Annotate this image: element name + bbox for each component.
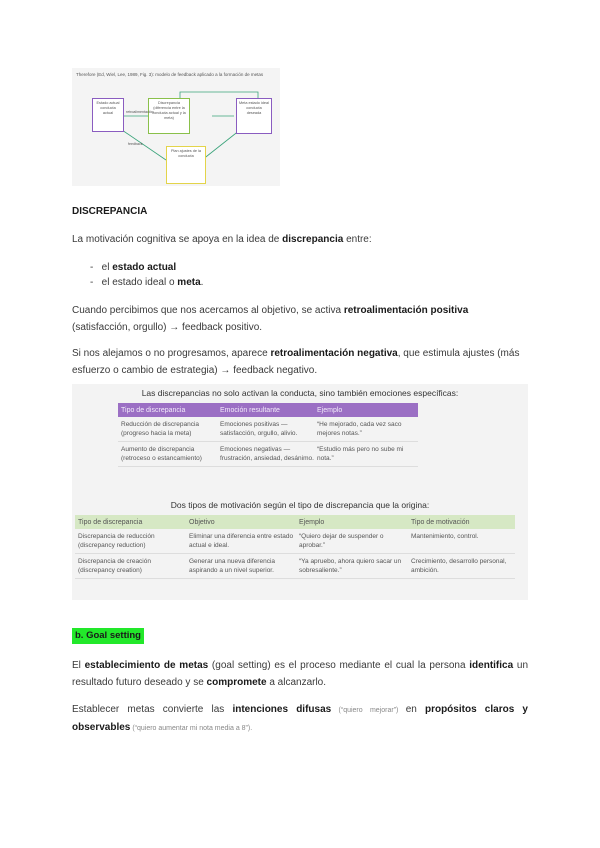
table-cell: Emociones positivas — satisfacción, orgullo, alivio. <box>220 421 298 437</box>
diagram-box-plan: Plan ajustes de la conducta <box>166 146 206 184</box>
table-row <box>118 442 418 467</box>
table-row <box>118 417 418 442</box>
paragraph: La motivación cognitiva se apoya en la idea de discrepancia entre: <box>72 234 372 245</box>
diagram-arrow-label: feedback <box>128 142 143 146</box>
emotions-table <box>118 403 418 467</box>
table-header <box>75 515 515 529</box>
table-cell: Crecimiento, desarrollo personal, ambición. <box>411 558 507 574</box>
table-cell: “Estudio más pero no sube mi nota.” <box>317 446 404 462</box>
table-cell: Mantenimiento, control. <box>411 533 479 540</box>
diagram-arrow-label: retroalimentación <box>126 110 154 114</box>
table-cell: Generar una nueva diferencia aspirando a un nivel superior. <box>189 558 276 574</box>
header-cell: Tipo de discrepancia <box>78 518 143 526</box>
table-title: Dos tipos de motivación según el tipo de discrepancia que la origina: <box>170 500 430 510</box>
header-cell: Ejemplo <box>317 406 343 414</box>
paragraph: El establecimiento de metas (goal setting) es el proceso mediante el cual la persona identifica un resultado futuro deseado y se compromete a alcanzarlo. <box>72 660 529 688</box>
paragraph: Si nos alejamos o no progresamos, aparece retroalimentación negativa, que estimula ajustes (más esfuerzo o cambio de estrategia) → feedback negativo. <box>72 348 520 376</box>
table-row <box>75 529 515 554</box>
section-heading: DISCREPANCIA <box>72 206 148 217</box>
header-cell: Emoción resultante <box>220 406 280 414</box>
paragraph: Cuando percibimos que nos acercamos al objetivo, se activa retroalimentación positiva (satisfacción, orgullo) → feedback positivo. <box>72 305 469 333</box>
table-cell: Discrepancia de reducción (discrepancy reduction) <box>78 533 155 549</box>
header-cell: Ejemplo <box>299 518 325 526</box>
table-cell: Eliminar una diferencia entre estado actual e ideal. <box>189 533 294 549</box>
table-cell: “Ya apruebo, ahora quiero sacar un sobresaliente.” <box>299 558 402 574</box>
table-cell: “Quiero dejar de suspender o aprobar.” <box>299 533 384 549</box>
table-cell: Reducción de discrepancia (progreso hacia la meta) <box>121 421 200 437</box>
list-item: - el estado actual <box>90 262 177 273</box>
section-heading-highlight: b. Goal setting <box>72 628 144 644</box>
diagram-box-goal: Meta estado ideal conducta deseada <box>236 98 272 134</box>
table-cell: Aumento de discrepancia (retroceso o estancamiento) <box>121 446 202 462</box>
header-cell: Tipo de motivación <box>411 518 470 526</box>
header-cell: Objetivo <box>189 518 215 526</box>
header-cell: Tipo de discrepancia <box>121 406 186 414</box>
diagram-box-current: Estado actual conducta actual <box>92 98 124 132</box>
diagram-caption: Therefore (Ed, Wiel, Lee, 1989, Fig. 3): modelo de feedback aplicado a la formación de metas <box>76 72 264 77</box>
motivation-table <box>75 515 515 579</box>
diagram-box-discrepancy: Discrepancia (diferencia entre la conducta actual y la meta) <box>148 98 190 134</box>
table-header <box>118 403 418 417</box>
table-cell: Emociones negativas — frustración, ansiedad, desánimo. <box>220 446 314 462</box>
table-title: Las discrepancias no solo activan la conducta, sino también emociones específicas: <box>141 388 459 398</box>
paragraph: Establecer metas convierte las intenciones difusas (“quiero mejorar”) en propósitos claros y observables (“quiero aumentar mi nota media a 8”). <box>72 704 528 733</box>
feedback-diagram <box>72 68 280 186</box>
table-cell: Discrepancia de creación (discrepancy creation) <box>78 558 151 574</box>
table-cell: “He mejorado, cada vez saco mejores notas.” <box>317 421 402 437</box>
table-row <box>75 554 515 579</box>
list-item: - el estado ideal o meta. <box>90 277 204 288</box>
